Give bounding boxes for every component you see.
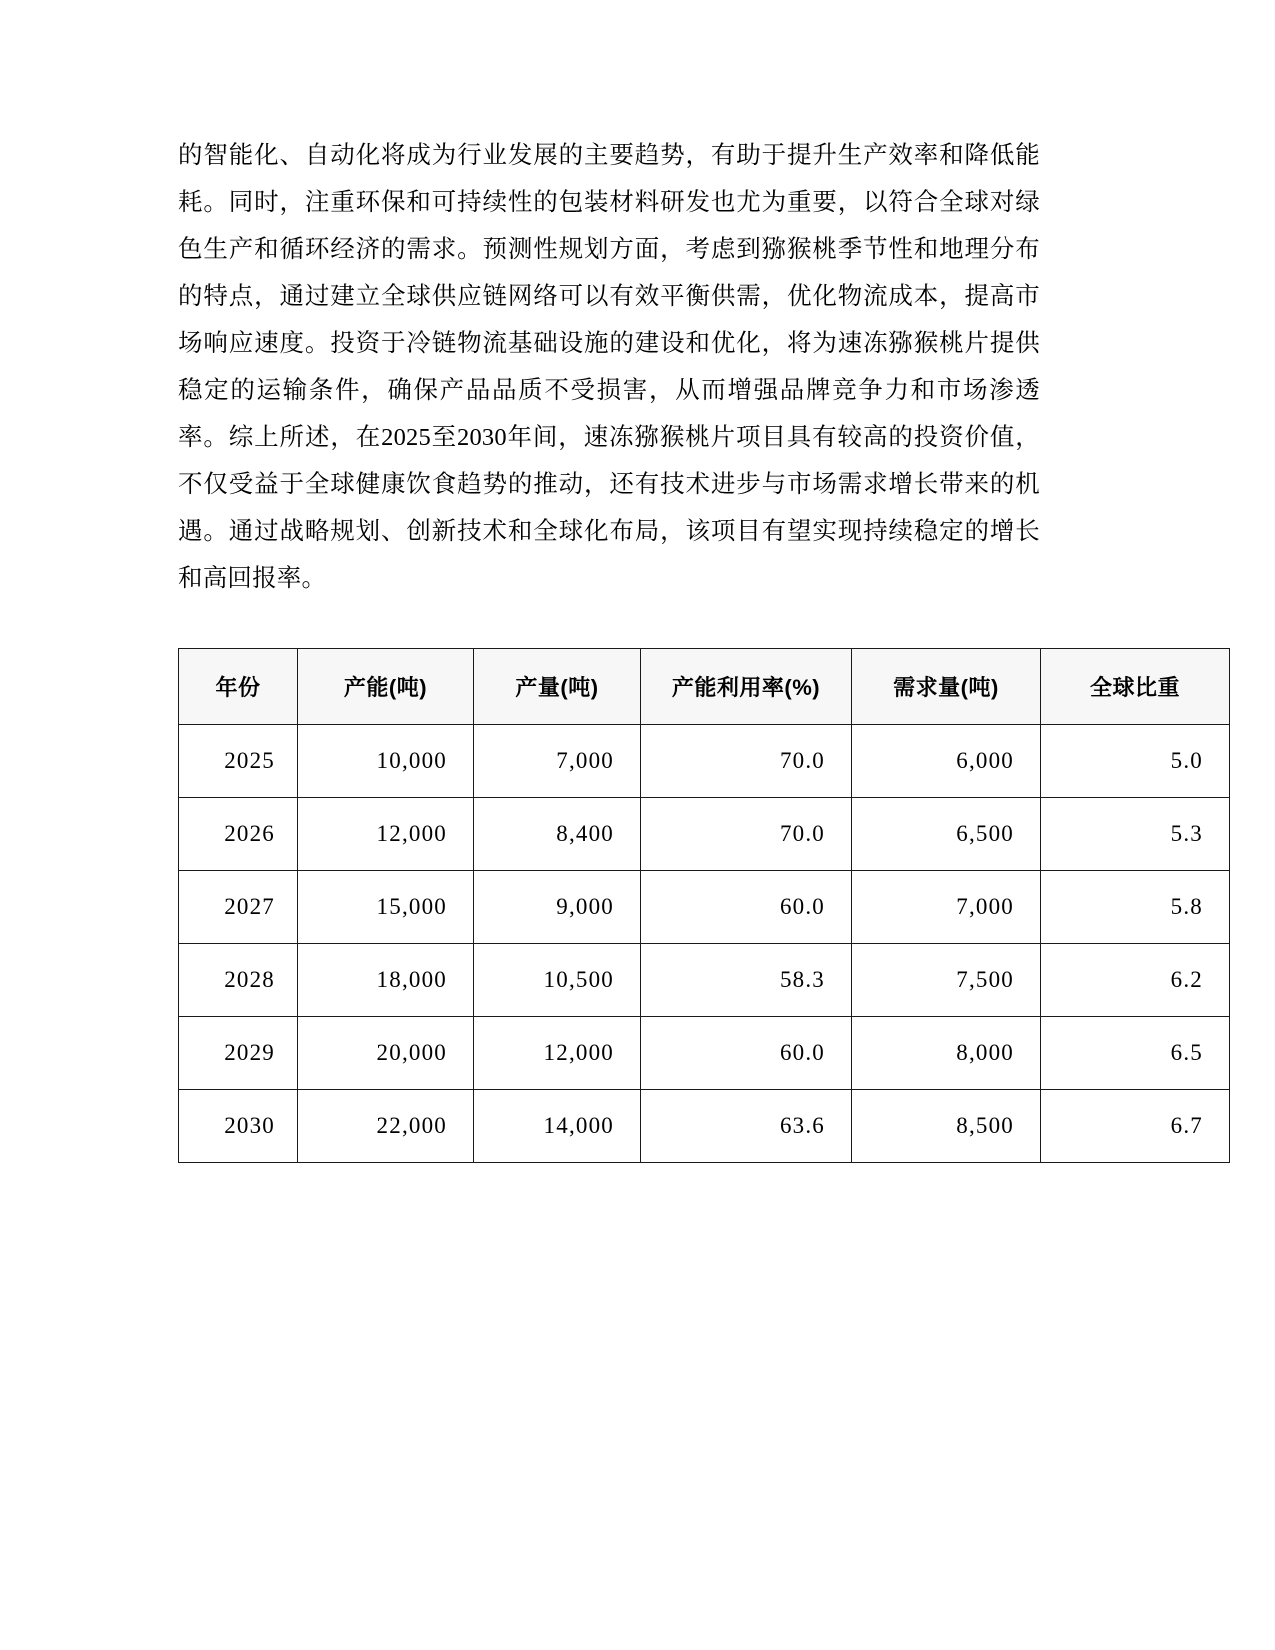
cell-utilization: 70.0	[641, 798, 852, 871]
body-paragraph: 的智能化、自动化将成为行业发展的主要趋势，有助于提升生产效率和降低能耗。同时，注重环保和可持续性的包装材料研发也尤为重要，以符合全球对绿色生产和循环经济的需求。预测性规划方面，考虑到猕猴桃季节性和地理分布的特点，通过建立全球供应链网络可以有效平衡供需，优化物流成本，提高市场响应速度。投资于冷链物流基础设施的建设和优化，将为速冻猕猴桃片提供稳定的运输条件，确保产品品质不受损害，从而增强品牌竞争力和市场渗透率。综上所述，在2025至2030年间，速冻猕猴桃片项目具有较高的投资价值，不仅受益于全球健康饮食趋势的推动，还有技术进步与市场需求增长带来的机遇。通过战略规划、创新技术和全球化布局，该项目有望实现持续稳定的增长和高回报率。	[178, 142, 1040, 592]
cell-year: 2030	[179, 1090, 298, 1163]
cell-capacity: 10,000	[298, 725, 474, 798]
cell-global-share: 5.8	[1041, 871, 1230, 944]
column-header-output: 产量(吨)	[474, 649, 641, 725]
table-row	[179, 725, 1230, 798]
table-row	[179, 944, 1230, 1017]
cell-demand: 7,500	[852, 944, 1041, 1017]
cell-global-share: 5.0	[1041, 725, 1230, 798]
forecast-table	[178, 648, 1230, 1163]
cell-year: 2025	[179, 725, 298, 798]
cell-global-share: 5.3	[1041, 798, 1230, 871]
table-row	[179, 798, 1230, 871]
cell-output: 8,400	[474, 798, 641, 871]
column-header-capacity: 产能(吨)	[298, 649, 474, 725]
column-header-demand: 需求量(吨)	[852, 649, 1041, 725]
cell-utilization: 63.6	[641, 1090, 852, 1163]
cell-demand: 8,000	[852, 1017, 1041, 1090]
cell-demand: 6,500	[852, 798, 1041, 871]
cell-output: 7,000	[474, 725, 641, 798]
table-row	[179, 871, 1230, 944]
cell-utilization: 60.0	[641, 871, 852, 944]
cell-year: 2027	[179, 871, 298, 944]
cell-output: 10,500	[474, 944, 641, 1017]
cell-capacity: 15,000	[298, 871, 474, 944]
cell-global-share: 6.2	[1041, 944, 1230, 1017]
cell-capacity: 12,000	[298, 798, 474, 871]
column-header-year: 年份	[179, 649, 298, 725]
cell-capacity: 18,000	[298, 944, 474, 1017]
cell-year: 2029	[179, 1017, 298, 1090]
cell-global-share: 6.7	[1041, 1090, 1230, 1163]
column-header-global-share: 全球比重	[1041, 649, 1230, 725]
cell-capacity: 20,000	[298, 1017, 474, 1090]
cell-year: 2028	[179, 944, 298, 1017]
cell-output: 12,000	[474, 1017, 641, 1090]
cell-global-share: 6.5	[1041, 1017, 1230, 1090]
cell-demand: 6,000	[852, 725, 1041, 798]
cell-demand: 8,500	[852, 1090, 1041, 1163]
cell-utilization: 70.0	[641, 725, 852, 798]
table-header-row	[179, 649, 1230, 725]
cell-year: 2026	[179, 798, 298, 871]
table-row	[179, 1090, 1230, 1163]
cell-output: 14,000	[474, 1090, 641, 1163]
cell-utilization: 60.0	[641, 1017, 852, 1090]
table-row	[179, 1017, 1230, 1090]
cell-utilization: 58.3	[641, 944, 852, 1017]
cell-demand: 7,000	[852, 871, 1041, 944]
cell-output: 9,000	[474, 871, 641, 944]
cell-capacity: 22,000	[298, 1090, 474, 1163]
body-paragraph-block	[178, 132, 1040, 602]
column-header-utilization: 产能利用率(%)	[641, 649, 852, 725]
